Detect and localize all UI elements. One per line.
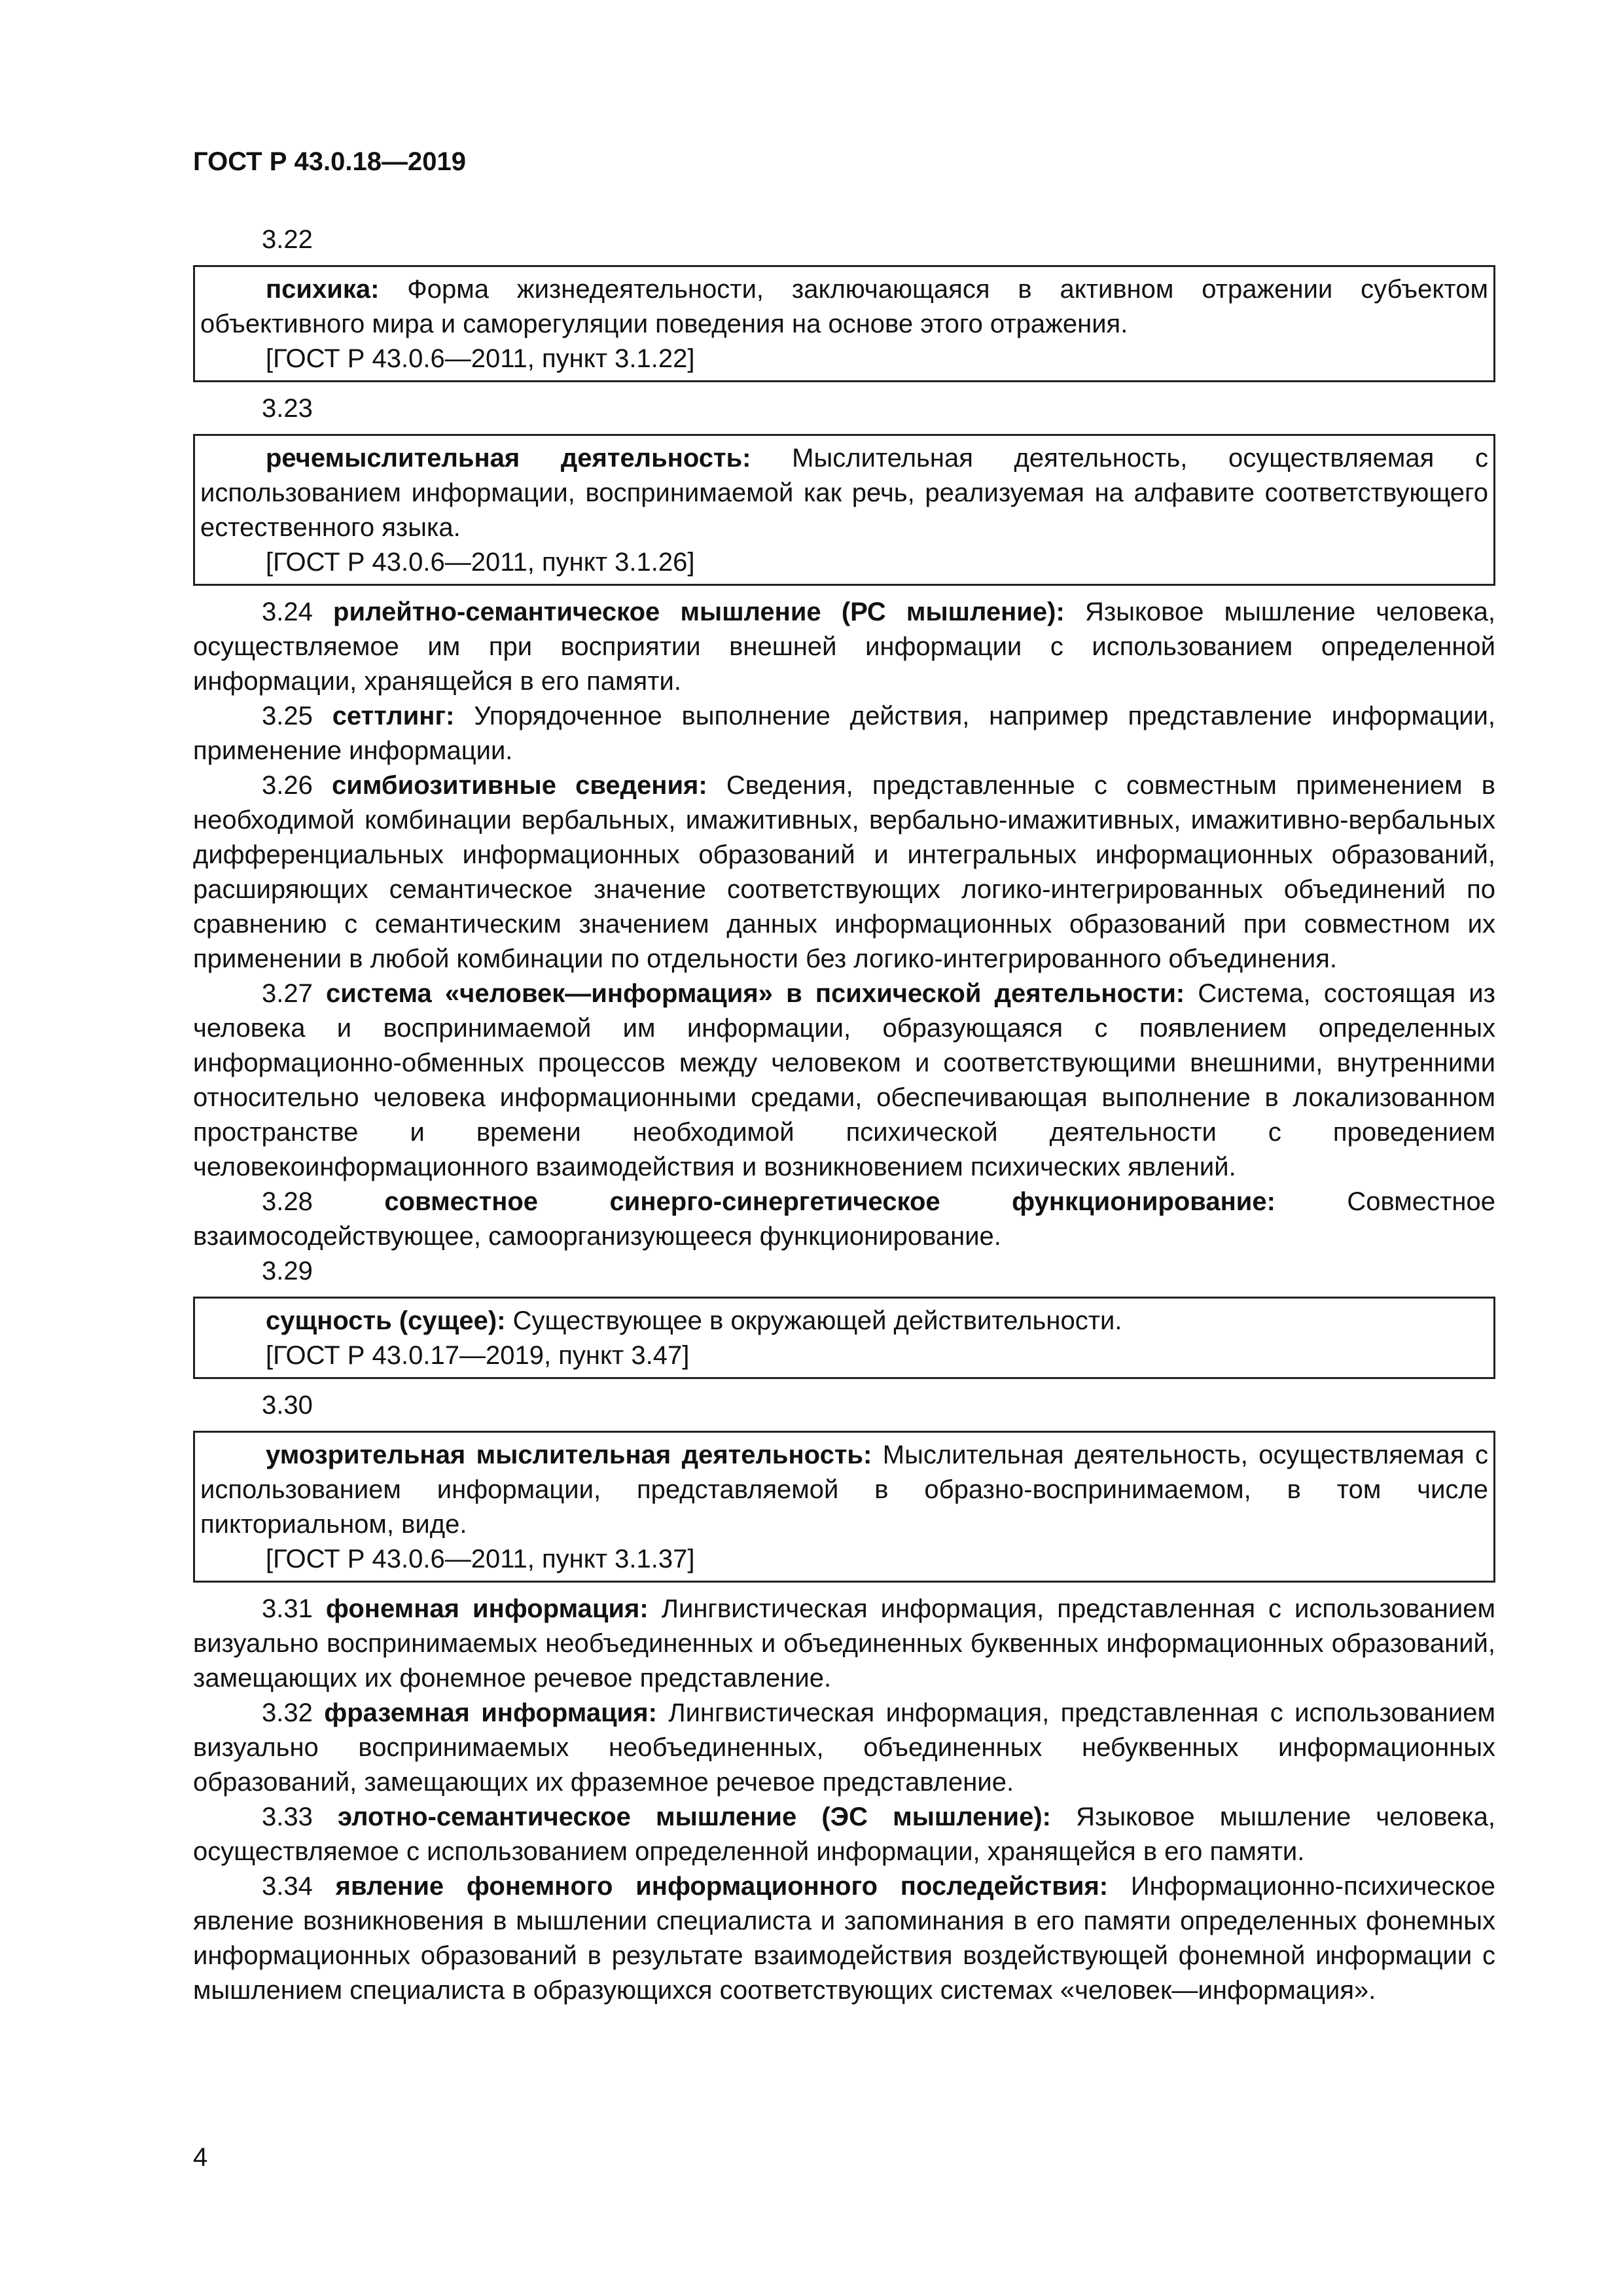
term-entry [193,1696,1495,1800]
term: сущность (сущее): [266,1306,506,1335]
term-entry [193,1869,1495,2008]
entry-number: 3.33 [262,1803,313,1831]
term-box-rechemyslitelnaya [193,434,1495,586]
term-entry [193,768,1495,977]
definition: Упорядоченное выполнение действия, например представление информации, применение информации. [193,702,1495,765]
definition: Лингвистическая информация, представленная с использованием визуально воспринимаемых необъединенных и объединенных буквенных информационных образований, замещающих их фонемное речевое представление. [193,1594,1495,1693]
definition: Совместное взаимосодействующее, самоорганизующееся функционирование. [193,1187,1495,1251]
term-box-umozritelnaya [193,1431,1495,1583]
term-definition [200,441,1488,545]
definition: Существующее в окружающей действительности. [512,1306,1122,1335]
entry-number: 3.24 [262,598,313,626]
entry-number: 3.34 [262,1872,313,1901]
term-definition [200,272,1488,342]
term: элотно-семантическое мышление (ЭС мышление): [337,1803,1051,1831]
definition: Мыслительная деятельность, осуществляемая с использованием информации, представляемой в образно-воспринимаемом, в том числе пикториальном, виде. [200,1441,1488,1539]
term: умозрительная мыслительная деятельность: [266,1441,872,1469]
entry-number: 3.30 [262,1391,313,1420]
term-definition [200,1304,1488,1338]
entry-number: 3.29 [262,1257,313,1285]
definition: Мыслительная деятельность, осуществляемая с использованием информации, воспринимаемой как речь, реализуемая на алфавите соответствующего естественного языка. [200,444,1488,542]
term-definition [200,1438,1488,1542]
term: фонемная информация: [325,1594,649,1623]
definition: Лингвистическая информация, представленная с использованием визуально воспринимаемых необъединенных, объединенных небуквенных информационных образований, замещающих их фраземное речевое представление. [193,1698,1495,1797]
term-entry [193,977,1495,1185]
entry-number: 3.32 [262,1698,313,1727]
definition: Форма жизнедеятельности, заключающаяся в активном отражении субъектом объективного мира и саморегуляции поведения на основе этого отражения. [200,275,1488,338]
document-header: ГОСТ Р 43.0.18—2019 [193,147,466,176]
entry-number: 3.26 [262,771,313,800]
term-entry [193,1185,1495,1254]
definition: Информационно-психическое явление возникновения в мышлении специалиста и запоминания в его памяти определенных фонемных информационных образований в результате взаимодействия воздействующей фонемной информации с мышлением специалиста в образующихся соответствующих системах «человек—информация». [193,1872,1495,2005]
term: совместное синерго-синергетическое функционирование: [384,1187,1275,1216]
term: речемыслительная деятельность: [266,444,751,473]
term-entry [193,699,1495,768]
term: фраземная информация: [324,1698,657,1727]
term: рилейтно-семантическое мышление (РС мышление): [333,598,1065,626]
term: сеттлинг: [332,702,455,730]
term: явление фонемного информационного последействия: [335,1872,1109,1901]
entry-number: 3.22 [262,225,313,254]
entry-number: 3.23 [262,394,313,423]
document-body [193,223,1495,2008]
term-reference: [ГОСТ Р 43.0.17—2019, пункт 3.47] [266,1341,690,1370]
term-entry [193,1592,1495,1696]
term-reference: [ГОСТ Р 43.0.6—2011, пункт 3.1.37] [266,1545,695,1573]
entry-number: 3.31 [262,1594,313,1623]
page-number: 4 [193,2143,208,2172]
term-box-sushchnost [193,1297,1495,1379]
term: система «человек—информация» в психической деятельности: [326,979,1185,1008]
definition: Языковое мышление человека, осуществляемое им при восприятии внешней информации с использованием определенной информации, хранящейся в его памяти. [193,598,1495,696]
definition: Сведения, представленные с совместным применением в необходимой комбинации вербальных, имажитивных, вербально-имажитивных, имажитивно-вербальных дифференциальных информационных образований и интегральных информационных образований, расширяющих семантическое значение соответствующих логико-интегрированных объединений по сравнению с семантическим значением данных информационных образований при совместном их применении в любой комбинации по отдельности без логико-интегрированного объединения. [193,771,1496,973]
term-reference: [ГОСТ Р 43.0.6—2011, пункт 3.1.26] [266,548,695,577]
term: симбиозитивные сведения: [332,771,707,800]
term-box-psikhika [193,265,1495,382]
term: психика: [266,275,380,304]
definition: Система, состоящая из человека и воспринимаемой им информации, образующаяся с появлением определенных информационно-обменных процессов между человеком и соответствующими внешними, внутренними относительно человека информационными средами, обеспечивающая выполнение в локализованном пространстве и времени необходимой психической деятельности с проведением человекоинформационного взаимодействия и возникновением психических явлений. [193,979,1495,1181]
term-entry [193,1800,1495,1869]
entry-number: 3.28 [262,1187,313,1216]
term-entry [193,595,1495,699]
term-reference: [ГОСТ Р 43.0.6—2011, пункт 3.1.22] [266,344,695,373]
entry-number: 3.27 [262,979,313,1008]
definition: Языковое мышление человека, осуществляемое с использованием определенной информации, хранящейся в его памяти. [193,1803,1495,1866]
entry-number: 3.25 [262,702,313,730]
